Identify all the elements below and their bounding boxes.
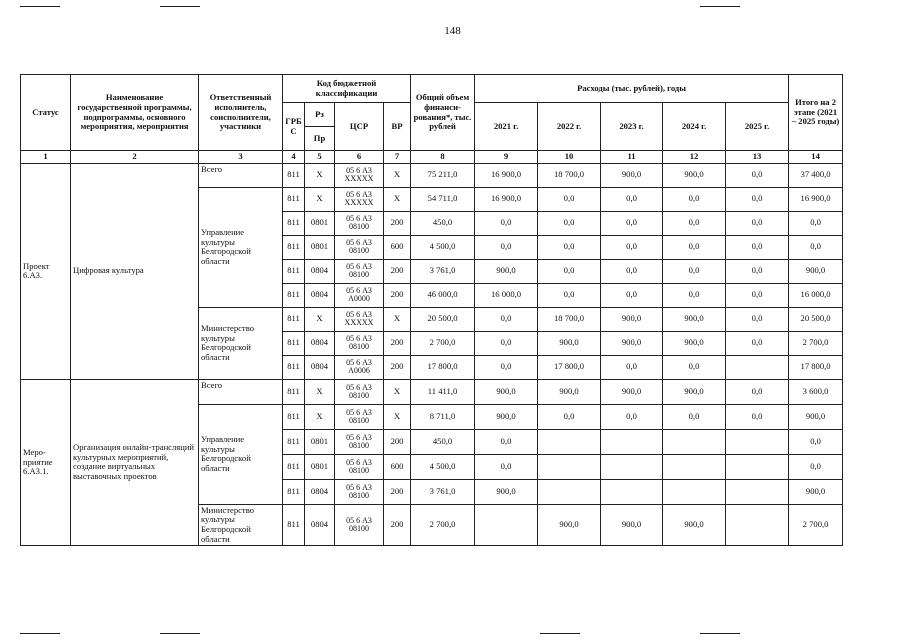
cell-itogo: 2 700,0 [789,504,843,546]
cell-rzpr: 0804 [305,331,335,355]
cell-total: 4 500,0 [411,235,475,259]
cell-rzpr: 0801 [305,235,335,259]
cell-y2022: 17 800,0 [538,355,601,379]
cell-rzpr: X [305,307,335,331]
header-total-stage: Итого на 2 этапе (2021 – 2025 годы) [789,75,843,151]
cell-vr: 200 [384,355,411,379]
column-number: 6 [335,151,384,164]
cell-grbs: 811 [283,307,305,331]
cell-total: 11 411,0 [411,379,475,404]
cell-y2025 [726,454,789,479]
cell-y2025: 0,0 [726,259,789,283]
cell-y2022: 900,0 [538,504,601,546]
cell-csr: 05 6 А3 08100 [335,235,384,259]
cell-vr: X [384,307,411,331]
column-number: 5 [305,151,335,164]
cell-y2021: 0,0 [475,211,538,235]
cell-itogo: 16 900,0 [789,187,843,211]
cell-itogo: 900,0 [789,479,843,504]
cell-y2023: 900,0 [601,504,663,546]
cell-y2022: 18 700,0 [538,307,601,331]
cell-grbs: 811 [283,187,305,211]
cell-total: 2 700,0 [411,331,475,355]
status-cell: Меро-приятие 6.А3.1. [21,379,71,546]
cell-csr: 05 6 А3 08100 [335,331,384,355]
header-2024: 2024 г. [663,103,726,151]
cell-vr: 200 [384,429,411,454]
cell-itogo: 20 500,0 [789,307,843,331]
cell-itogo: 17 800,0 [789,355,843,379]
cell-rzpr: 0801 [305,454,335,479]
cell-grbs: 811 [283,454,305,479]
cell-grbs: 811 [283,283,305,307]
cell-csr: 05 6 А3 08100 [335,504,384,546]
cell-y2025 [726,429,789,454]
cell-y2024: 900,0 [663,307,726,331]
cell-y2021: 0,0 [475,331,538,355]
cell-y2025: 0,0 [726,379,789,404]
cell-y2021: 16 000,0 [475,283,538,307]
cell-rzpr: 0804 [305,355,335,379]
top-rule [700,6,740,7]
cell-grbs: 811 [283,404,305,429]
column-number: 4 [283,151,305,164]
column-number: 1 [21,151,71,164]
cell-y2022 [538,429,601,454]
column-number: 7 [384,151,411,164]
cell-y2025: 0,0 [726,187,789,211]
header-budget-code: Код бюджетной классификации [283,75,411,103]
header-rz: Рз [305,103,335,127]
budget-table [20,74,843,546]
cell-total: 46 000,0 [411,283,475,307]
cell-rzpr: X [305,163,335,187]
cell-rzpr: 0804 [305,283,335,307]
cell-rzpr: X [305,404,335,429]
column-number: 13 [726,151,789,164]
cell-csr: 05 6 А3 XXXXX [335,163,384,187]
cell-csr: 05 6 А3 08100 [335,211,384,235]
cell-y2021: 16 900,0 [475,187,538,211]
status-cell: Проект 6.А3. [21,163,71,379]
cell-y2025: 0,0 [726,211,789,235]
cell-y2023: 0,0 [601,283,663,307]
bottom-rule [160,633,200,634]
executor-cell: Всего [199,379,283,404]
cell-grbs: 811 [283,429,305,454]
cell-csr: 05 6 А3 08100 [335,454,384,479]
bottom-rule [540,633,580,634]
cell-y2022: 0,0 [538,235,601,259]
column-number: 11 [601,151,663,164]
cell-y2024: 0,0 [663,259,726,283]
cell-total: 8 711,0 [411,404,475,429]
cell-grbs: 811 [283,235,305,259]
cell-y2025 [726,504,789,546]
cell-vr: 200 [384,331,411,355]
cell-y2025: 0,0 [726,307,789,331]
executor-cell: Министерство культуры Белгородской области [199,307,283,379]
cell-y2021 [475,504,538,546]
cell-y2021: 0,0 [475,355,538,379]
cell-vr: X [384,379,411,404]
cell-y2024: 0,0 [663,404,726,429]
cell-y2022: 900,0 [538,331,601,355]
cell-y2024: 900,0 [663,163,726,187]
header-expenses: Расходы (тыс. рублей), годы [475,75,789,103]
cell-rzpr: 0804 [305,504,335,546]
cell-y2022: 0,0 [538,404,601,429]
header-status: Статус [21,75,71,151]
cell-rzpr: X [305,379,335,404]
cell-y2024: 900,0 [663,504,726,546]
table-row [21,379,843,404]
cell-itogo: 900,0 [789,259,843,283]
header-2023: 2023 г. [601,103,663,151]
cell-itogo: 3 600,0 [789,379,843,404]
cell-y2025: 0,0 [726,163,789,187]
cell-y2021: 16 900,0 [475,163,538,187]
executor-cell: Всего [199,163,283,187]
cell-itogo: 2 700,0 [789,331,843,355]
column-number: 14 [789,151,843,164]
cell-y2022: 900,0 [538,379,601,404]
cell-vr: X [384,163,411,187]
cell-y2024 [663,479,726,504]
cell-rzpr: 0804 [305,259,335,283]
cell-vr: 600 [384,235,411,259]
cell-y2022: 18 700,0 [538,163,601,187]
cell-csr: 05 6 А3 XXXXX [335,187,384,211]
column-number: 10 [538,151,601,164]
cell-total: 450,0 [411,211,475,235]
cell-csr: 05 6 А3 08100 [335,259,384,283]
cell-grbs: 811 [283,504,305,546]
cell-y2021: 900,0 [475,479,538,504]
cell-itogo: 0,0 [789,211,843,235]
cell-y2025 [726,355,789,379]
cell-total: 450,0 [411,429,475,454]
cell-y2022 [538,454,601,479]
cell-total: 3 761,0 [411,479,475,504]
cell-y2025: 0,0 [726,283,789,307]
cell-y2025: 0,0 [726,331,789,355]
header-grbs: ГРБ С [283,103,305,151]
name-cell: Организация онлайн-трансляций культурных мероприятий, создание виртуальных выставочных проектов [71,379,199,546]
cell-csr: 05 6 А3 XXXXX [335,307,384,331]
cell-y2024: 900,0 [663,379,726,404]
cell-total: 2 700,0 [411,504,475,546]
cell-total: 4 500,0 [411,454,475,479]
cell-rzpr: 0801 [305,211,335,235]
cell-itogo: 37 400,0 [789,163,843,187]
cell-total: 3 761,0 [411,259,475,283]
cell-grbs: 811 [283,479,305,504]
cell-itogo: 0,0 [789,429,843,454]
cell-csr: 05 6 А3 08100 [335,429,384,454]
header-vr: ВР [384,103,411,151]
header-2025: 2025 г. [726,103,789,151]
column-number: 12 [663,151,726,164]
cell-itogo: 0,0 [789,235,843,259]
cell-y2024: 0,0 [663,235,726,259]
cell-y2021: 0,0 [475,454,538,479]
cell-y2023: 0,0 [601,404,663,429]
cell-y2021: 900,0 [475,379,538,404]
cell-y2021: 0,0 [475,235,538,259]
cell-vr: 200 [384,283,411,307]
header-2022: 2022 г. [538,103,601,151]
cell-y2023: 900,0 [601,163,663,187]
top-rule [160,6,200,7]
cell-y2023 [601,479,663,504]
cell-csr: 05 6 А3 08100 [335,404,384,429]
header-csr: ЦСР [335,103,384,151]
cell-y2023: 0,0 [601,235,663,259]
cell-csr: 05 6 А3 08100 [335,479,384,504]
cell-grbs: 811 [283,211,305,235]
column-number: 9 [475,151,538,164]
cell-y2024 [663,454,726,479]
bottom-rule [20,633,60,634]
cell-total: 20 500,0 [411,307,475,331]
header-executor: Ответственный исполнитель, соисполнители, участники [199,75,283,151]
cell-grbs: 811 [283,163,305,187]
cell-grbs: 811 [283,259,305,283]
cell-vr: X [384,404,411,429]
header-total-volume: Общий объем финанси-рования*, тыс. рублей [411,75,475,151]
cell-y2024: 0,0 [663,211,726,235]
cell-y2022 [538,479,601,504]
cell-y2023: 0,0 [601,211,663,235]
cell-y2023: 0,0 [601,259,663,283]
cell-vr: X [384,187,411,211]
cell-itogo: 0,0 [789,454,843,479]
cell-vr: 600 [384,454,411,479]
cell-y2023 [601,454,663,479]
column-number: 8 [411,151,475,164]
cell-y2022: 0,0 [538,211,601,235]
cell-y2022: 0,0 [538,187,601,211]
cell-y2025: 0,0 [726,404,789,429]
cell-y2024 [663,429,726,454]
cell-y2023: 0,0 [601,187,663,211]
page-number: 148 [444,25,461,37]
cell-grbs: 811 [283,355,305,379]
cell-y2025: 0,0 [726,235,789,259]
cell-grbs: 811 [283,379,305,404]
cell-y2021: 900,0 [475,404,538,429]
name-cell: Цифровая культура [71,163,199,379]
cell-y2025 [726,479,789,504]
cell-total: 75 211,0 [411,163,475,187]
cell-csr: 05 6 А3 А0006 [335,355,384,379]
cell-y2021: 0,0 [475,429,538,454]
cell-vr: 200 [384,479,411,504]
executor-cell: Управление культуры Белгородской области [199,187,283,307]
cell-total: 54 711,0 [411,187,475,211]
top-rule [20,6,60,7]
cell-y2023: 0,0 [601,355,663,379]
table-row [21,163,843,187]
cell-y2024: 0,0 [663,283,726,307]
cell-itogo: 900,0 [789,404,843,429]
cell-vr: 200 [384,211,411,235]
cell-y2023 [601,429,663,454]
cell-itogo: 16 000,0 [789,283,843,307]
bottom-rule [700,633,740,634]
cell-rzpr: 0801 [305,429,335,454]
cell-y2023: 900,0 [601,379,663,404]
cell-y2023: 900,0 [601,331,663,355]
cell-csr: 05 6 А3 08100 [335,379,384,404]
cell-y2024: 900,0 [663,331,726,355]
cell-y2021: 0,0 [475,307,538,331]
cell-y2021: 900,0 [475,259,538,283]
cell-total: 17 800,0 [411,355,475,379]
cell-vr: 200 [384,259,411,283]
executor-cell: Министерство культуры Белгородской области [199,504,283,546]
cell-y2022: 0,0 [538,283,601,307]
cell-csr: 05 6 А3 А0000 [335,283,384,307]
cell-y2024: 0,0 [663,187,726,211]
cell-y2022: 0,0 [538,259,601,283]
column-number: 2 [71,151,199,164]
header-2021: 2021 г. [475,103,538,151]
cell-vr: 200 [384,504,411,546]
header-pr: Пр [305,127,335,151]
cell-grbs: 811 [283,331,305,355]
cell-y2023: 900,0 [601,307,663,331]
cell-y2024: 0,0 [663,355,726,379]
executor-cell: Управление культуры Белгородской области [199,404,283,504]
column-number: 3 [199,151,283,164]
header-name: Наименование государственной программы, подпрограммы, основного мероприятия, мероприятия [71,75,199,151]
cell-rzpr: 0804 [305,479,335,504]
cell-rzpr: X [305,187,335,211]
